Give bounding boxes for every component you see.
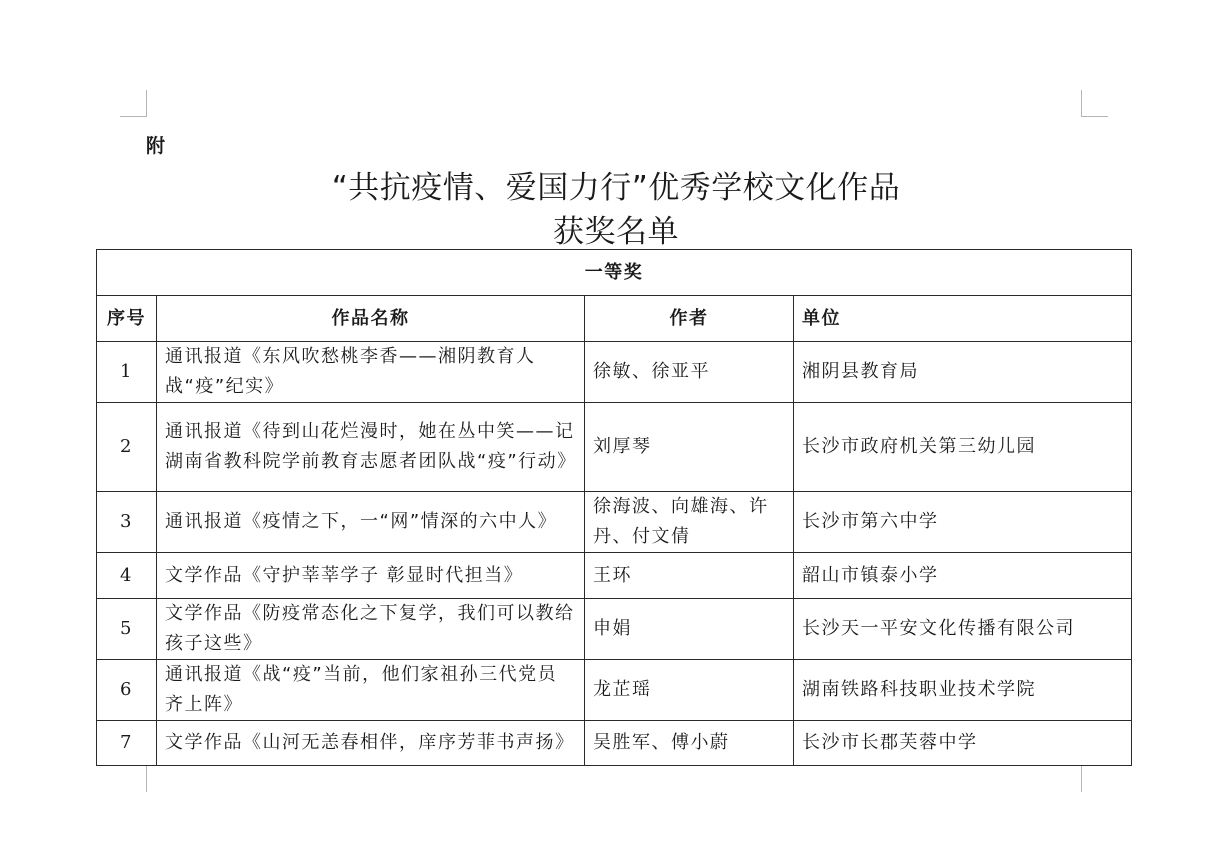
row-author: 龙芷瑶 [585,660,794,721]
table-row [97,342,1132,403]
row-work-title: 文学作品《山河无恙春相伴，庠序芳菲书声扬》 [157,721,585,766]
row-unit: 湘阴县教育局 [794,342,1132,403]
row-index: 2 [97,403,157,492]
row-author: 徐敏、徐亚平 [585,342,794,403]
row-index: 3 [97,492,157,553]
table-row [97,492,1132,553]
row-index: 6 [97,660,157,721]
page-corner-mark-top-right [1081,90,1108,117]
table-row [97,660,1132,721]
row-work-title: 通讯报道《待到山花烂漫时，她在丛中笑——记湖南省教科院学前教育志愿者团队战“疫”行动》 [157,403,585,492]
row-work-title: 通讯报道《东风吹愁桃李香——湘阴教育人战“疫”纪实》 [157,342,585,403]
row-unit: 长沙市第六中学 [794,492,1132,553]
column-header-work: 作品名称 [157,296,585,342]
row-index: 4 [97,553,157,599]
row-work-title: 文学作品《防疫常态化之下复学，我们可以教给孩子这些》 [157,599,585,660]
table-row [97,721,1132,766]
row-work-title: 通讯报道《疫情之下，一“网”情深的六中人》 [157,492,585,553]
attachment-label: 附 [146,135,166,157]
row-unit: 韶山市镇泰小学 [794,553,1132,599]
row-unit: 湖南铁路科技职业技术学院 [794,660,1132,721]
page-corner-mark-bottom-left [120,765,147,792]
page-corner-mark-top-left [120,90,147,117]
table-header-row [97,296,1132,342]
row-unit: 长沙天一平安文化传播有限公司 [794,599,1132,660]
row-index: 1 [97,342,157,403]
column-header-unit: 单位 [794,296,1132,342]
prize-level: 一等奖 [97,250,1132,296]
row-author: 徐海波、向雄海、许丹、付文倩 [585,492,794,553]
table-row [97,553,1132,599]
page-corner-mark-bottom-right [1081,765,1108,792]
row-author: 吴胜军、傅小蔚 [585,721,794,766]
row-author: 刘厚琴 [585,403,794,492]
document-title: “共抗疫情、爱国力行”优秀学校文化作品 [331,170,901,206]
column-header-author: 作者 [585,296,794,342]
row-unit: 长沙市长郡芙蓉中学 [794,721,1132,766]
table-row [97,599,1132,660]
column-header-index: 序号 [97,296,157,342]
row-work-title: 文学作品《守护莘莘学子 彰显时代担当》 [157,553,585,599]
row-index: 5 [97,599,157,660]
prize-level-row [97,250,1132,296]
row-index: 7 [97,721,157,766]
document-subtitle: 获奖名单 [553,214,679,250]
row-author: 王环 [585,553,794,599]
award-list-table [96,249,1132,766]
row-unit: 长沙市政府机关第三幼儿园 [794,403,1132,492]
table-row [97,403,1132,492]
row-work-title: 通讯报道《战“疫”当前，他们家祖孙三代党员齐上阵》 [157,660,585,721]
row-author: 申娟 [585,599,794,660]
